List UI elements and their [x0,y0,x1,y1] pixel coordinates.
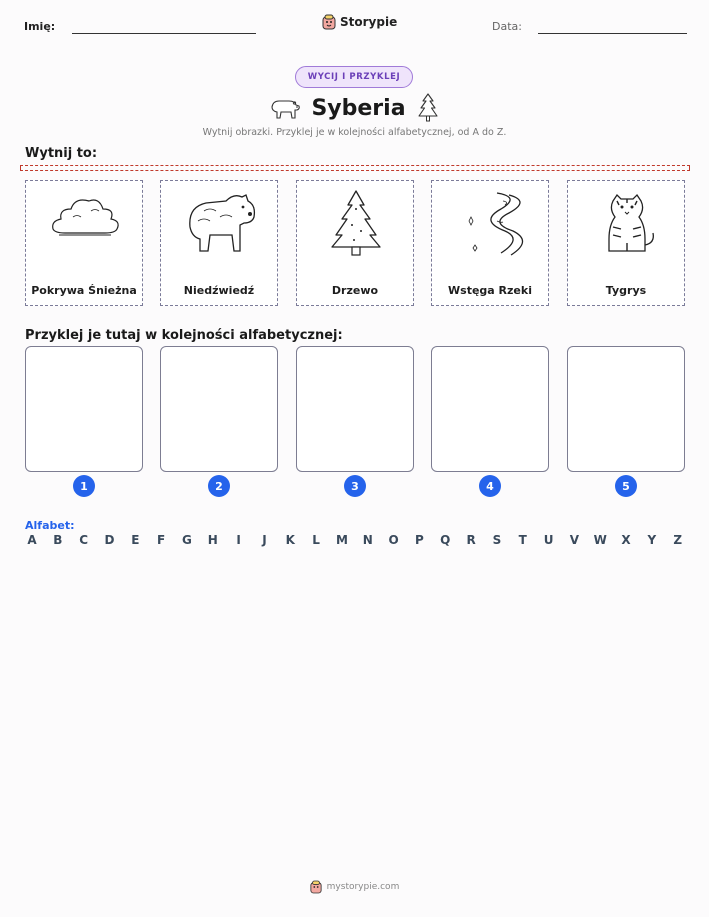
card-label: Wstęga Rzeki [448,284,532,297]
card-label: Tygrys [605,284,647,297]
cut-card[interactable] [431,180,549,306]
alphabet-letter: Z [673,533,683,547]
alphabet-letter: H [207,533,218,547]
slot-number: 4 [479,475,501,497]
alphabet-letter: J [262,533,267,547]
activity-badge: WYCIJ I PRZYKLEJ [295,66,413,88]
storypie-mascot-icon [310,880,322,894]
tiger-icon [587,187,667,259]
alphabet-letter: K [285,533,295,547]
alphabet-letter: S [492,533,502,547]
name-line[interactable] [72,33,256,34]
slot-number: 2 [208,475,230,497]
card-label: Niedźwiedź [183,284,255,297]
river-icon [451,187,531,259]
brand-logo [322,12,397,32]
alphabet-letter: O [388,533,399,547]
slot-number: 5 [615,475,637,497]
alphabet-letter: P [415,533,424,547]
alphabet-label: Alfabet: [25,519,75,532]
alphabet-letter: Y [647,533,657,547]
storypie-mascot-icon [322,14,336,30]
alphabet-letter: R [466,533,476,547]
page-title: Syberia [311,95,406,121]
alphabet-letter: A [27,533,37,547]
date-label: Data: [492,20,522,33]
alphabet-letter: W [593,533,607,547]
instructions: Wytnij obrazki. Przyklej je w kolejności alfabetycznej, od A do Z. [202,127,507,138]
footer-url[interactable]: mystorypie.com [326,882,400,892]
bear-icon [180,187,260,259]
polar-bear-icon [269,95,301,121]
paste-slot[interactable] [296,346,414,472]
cut-line [20,165,690,171]
title-row [250,89,459,127]
alphabet-letter: D [104,533,115,547]
alphabet-letter: F [157,533,166,547]
date-line[interactable] [538,33,687,34]
alphabet-letter: G [182,533,192,547]
alphabet-letter: Q [440,533,451,547]
alphabet-letter: L [312,533,320,547]
pine-tree-icon [416,93,440,123]
cut-card[interactable] [296,180,414,306]
alphabet-letter: T [518,533,527,547]
cut-card[interactable] [25,180,143,306]
card-label: Pokrywa Śnieżna [31,284,137,297]
paste-heading: Przyklej je tutaj w kolejności alfabetycznej: [25,328,343,343]
cut-card[interactable] [160,180,278,306]
card-label: Drzewo [331,284,379,297]
footer [0,880,709,894]
name-label: Imię: [24,20,56,33]
alphabet-letter: I [236,533,241,547]
alphabet-row [25,533,685,547]
alphabet-letter: E [131,533,140,547]
paste-slot[interactable] [25,346,143,472]
alphabet-letter: N [362,533,373,547]
slot-number: 3 [344,475,366,497]
paste-slot[interactable] [431,346,549,472]
alphabet-letter: B [53,533,63,547]
alphabet-letter: U [543,533,554,547]
cut-card[interactable] [567,180,685,306]
alphabet-letter: V [569,533,580,547]
paste-slot[interactable] [160,346,278,472]
cut-heading: Wytnij to: [25,146,98,161]
paste-slot[interactable] [567,346,685,472]
brand-name: Storypie [340,15,398,29]
alphabet-letter: C [79,533,89,547]
snow-pile-icon [45,187,125,247]
tree-icon [316,187,396,259]
slot-number: 1 [73,475,95,497]
alphabet-letter: X [621,533,631,547]
alphabet-letter: M [335,533,348,547]
